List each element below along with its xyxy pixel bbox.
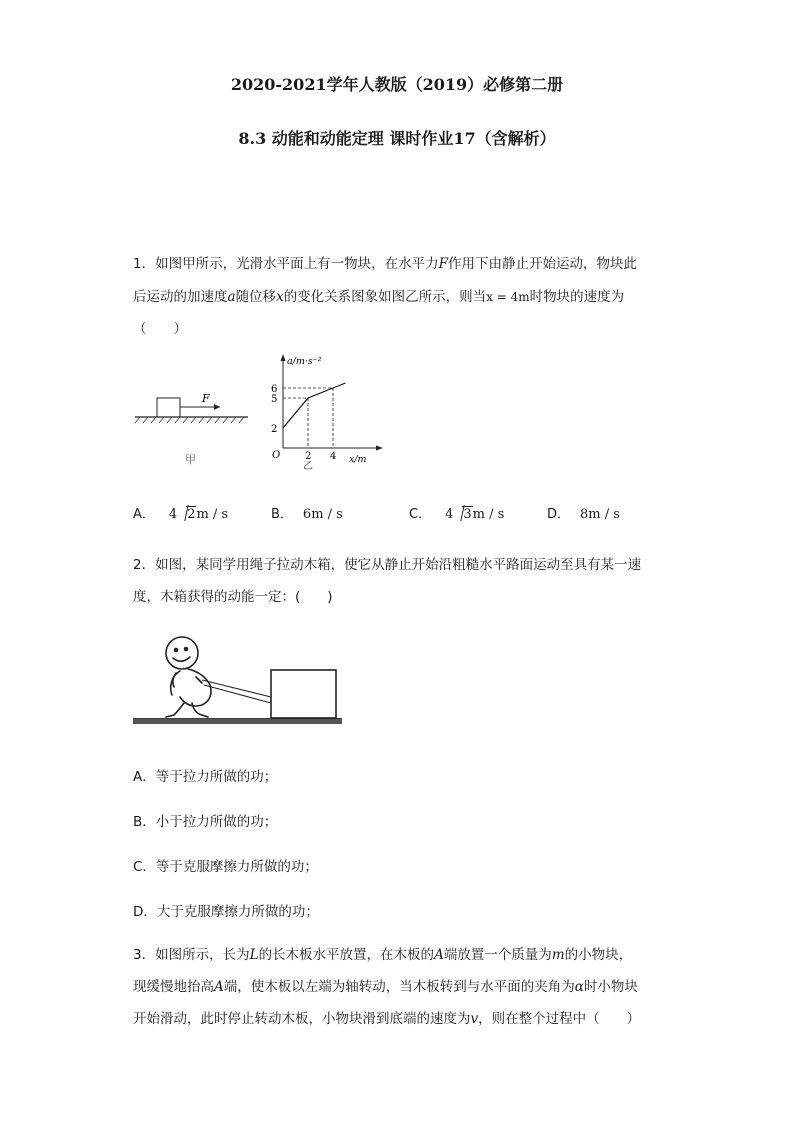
figure-yi-graph: [265, 352, 385, 470]
wooden-box: [271, 670, 336, 718]
y-tick-5: 5: [271, 394, 278, 405]
block: [157, 398, 180, 417]
caption-yi: 乙: [303, 461, 313, 470]
title-line-1: 2020-2021学年人教版（2019）必修第二册: [230, 75, 564, 94]
q1-option-d[interactable]: D． 8m / s: [547, 507, 620, 522]
q3-line-2: 现缓慢地抬高A端，使木板以左端为轴转动，当木板转到与水平面的夹角为α时小物块: [133, 979, 638, 995]
figure-person-pulling-box: [130, 625, 350, 735]
q2-option-d[interactable]: D．大于克服摩擦力所做的功；: [133, 904, 319, 920]
q2-option-c[interactable]: C．等于克服摩擦力所做的功；: [133, 859, 318, 875]
y-axis-label: a/m·s⁻²: [287, 356, 322, 367]
x-axis-label: x/m: [349, 454, 367, 465]
q1-line-1: 1．如图甲所示，光滑水平面上有一物块，在水平力F作用下由静止开始运动，物块此: [133, 256, 637, 272]
origin-label: O: [272, 450, 281, 461]
caption-jia: 甲: [185, 453, 196, 466]
ground-hatching: [135, 417, 244, 423]
y-tick-6: 6: [271, 384, 278, 395]
q2-line-2: 度，木箱获得的动能一定：( ): [133, 589, 333, 605]
q3-line-3: 开始滑动，此时停止转动木板，小物块滑到底端的速度为v，则在整个过程中（ ）: [133, 1011, 641, 1027]
q2-option-a[interactable]: A．等于拉力所做的功；: [133, 769, 278, 785]
q1-option-b[interactable]: B． 6m / s: [271, 507, 343, 522]
q1-line-2: 后运动的加速度a随位移x的变化关系图象如图乙所示，则当x = 4m时物块的速度为: [133, 289, 625, 305]
q1-line-3: （ ）: [133, 321, 187, 337]
data-series-line: [283, 383, 346, 428]
q1-option-a[interactable]: A． 4 2m / s: [133, 507, 229, 522]
q2-line-1: 2．如图，某同学用绳子拉动木箱，使它从静止开始沿粗糙水平路面运动至具有某一速: [133, 557, 642, 573]
q1-option-c[interactable]: C． 4 3m / s: [409, 507, 505, 522]
person-figure: [166, 637, 211, 717]
figure-jia: [130, 385, 250, 475]
rope: [202, 680, 271, 697]
q2-option-b[interactable]: B．小于拉力所做的功；: [133, 814, 278, 830]
ground-hatching: [133, 719, 342, 724]
y-tick-2: 2: [271, 424, 278, 435]
force-label: F: [202, 392, 210, 405]
x-tick-4: 4: [330, 451, 337, 462]
x-tick-2: 2: [305, 451, 312, 462]
q3-line-1: 3．如图所示，长为L的长木板水平放置，在木板的A端放置一个质量为m的小物块，: [133, 947, 633, 963]
title-line-2: 8.3 动能和动能定理 课时作业17（含解析）: [238, 129, 556, 148]
